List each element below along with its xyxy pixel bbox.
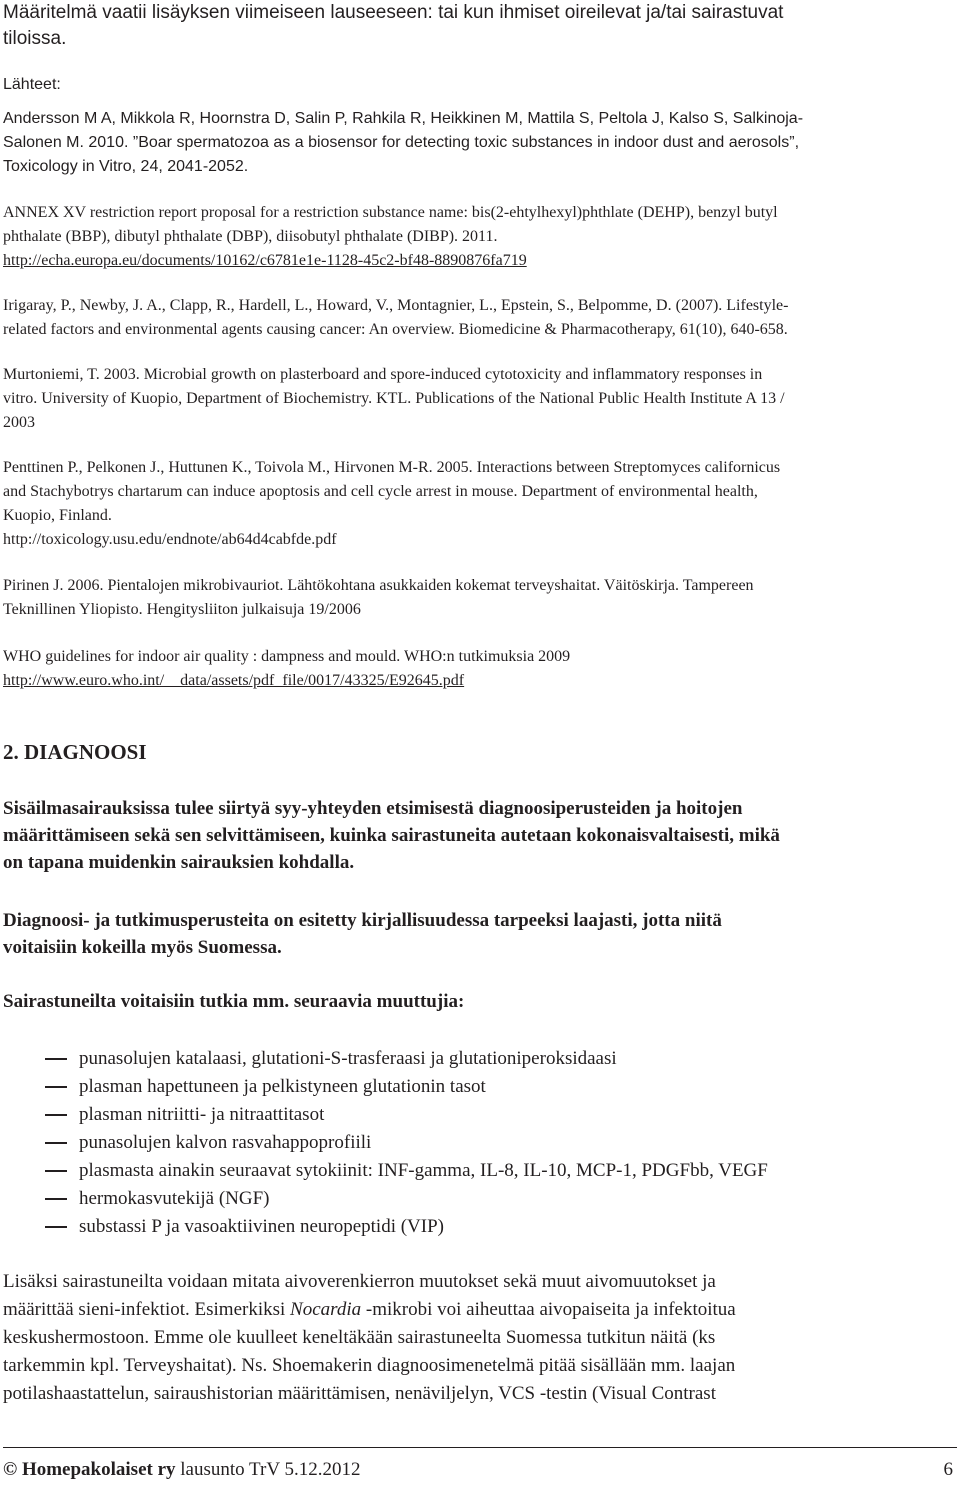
reference-line: WHO guidelines for indoor air quality : dampness and mould. WHO:n tutkimuksia 2009 bbox=[3, 648, 571, 665]
bold-paragraph-3: Sairastuneilta voitaisiin tutkia mm. seuraavia muuttujia: bbox=[3, 991, 465, 1012]
reference-who bbox=[3, 645, 955, 693]
list-item bbox=[45, 1213, 945, 1241]
bold-paragraph-2 bbox=[3, 907, 955, 961]
intro-line: Määritelmä vaatii lisäyksen viimeiseen lauseeseen: tai kun ihmiset oireilevat ja/tai sairastuvat bbox=[3, 2, 784, 23]
list-item-text: plasman nitriitti- ja nitraattitasot bbox=[79, 1104, 325, 1125]
italic-term: Nocardia bbox=[290, 1299, 362, 1320]
reference-annex bbox=[3, 201, 955, 273]
dash-bullet-icon bbox=[45, 1114, 67, 1116]
dash-bullet-icon bbox=[45, 1086, 67, 1088]
reference-line: and Stachybotrys chartarum can induce apoptosis and cell cycle arrest in mouse. Department of environmental health, bbox=[3, 483, 758, 500]
list-item-text: hermokasvutekijä (NGF) bbox=[79, 1188, 270, 1209]
reference-line: Penttinen P., Pelkonen J., Huttunen K., Toivola M., Hirvonen M-R. 2005. Interactions between Streptomyces californicus bbox=[3, 459, 781, 476]
list-item bbox=[45, 1045, 945, 1073]
reference-line: phthalate (BBP), dibutyl phthalate (DBP), diisobutyl phthalate (DIBP). 2011. bbox=[3, 228, 498, 245]
paragraph-line: tarkemmin kpl. Terveyshaitat). Ns. Shoemakerin diagnoosimenetelmä pitää sisällään mm. laajan bbox=[3, 1355, 736, 1376]
reference-line: ANNEX XV restriction report proposal for a restriction substance name: bis(2-ehtylhexyl)phthlate (DEHP), benzyl butyl bbox=[3, 204, 778, 221]
list-item-text: punasolujen katalaasi, glutationi-S-trasferaasi ja glutationiperoksidaasi bbox=[79, 1048, 617, 1069]
reference-line: Teknillinen Yliopisto. Hengitysliiton julkaisuja 19/2006 bbox=[3, 601, 361, 618]
body-paragraph bbox=[3, 1268, 955, 1408]
intro-line: tiloissa. bbox=[3, 28, 67, 49]
list-item bbox=[45, 1157, 945, 1185]
list-item bbox=[45, 1073, 945, 1101]
list-item-text: plasman hapettuneen ja pelkistyneen glutationin tasot bbox=[79, 1076, 486, 1097]
reference-pirinen bbox=[3, 574, 955, 622]
reference-line: Irigaray, P., Newby, J. A., Clapp, R., Hardell, L., Howard, V., Montagnier, L., Epstein, S., Belpomme, D. (2007). Lifestyle- bbox=[3, 297, 789, 314]
reference-line: Toxicology in Vitro, 24, 2041-2052. bbox=[3, 158, 249, 175]
dash-bullet-icon bbox=[45, 1058, 67, 1060]
reference-link[interactable]: http://www.euro.who.int/__data/assets/pdf_file/0017/43325/E92645.pdf bbox=[3, 672, 465, 689]
paragraph-line: on tapana muidenkin sairauksien kohdalla. bbox=[3, 852, 355, 873]
page-footer bbox=[3, 1457, 957, 1483]
footer-document: lausunto TrV 5.12.2012 bbox=[175, 1459, 361, 1480]
reference-link[interactable]: http://toxicology.usu.edu/endnote/ab64d4cabfde.pdf bbox=[3, 531, 337, 548]
reference-link[interactable]: http://echa.europa.eu/documents/10162/c6781e1e-1128-45c2-bf48-8890876fa719 bbox=[3, 252, 527, 269]
section-heading: 2. DIAGNOOSI bbox=[3, 740, 147, 764]
paragraph-text: -mikrobi voi aiheuttaa aivopaiseita ja infektoitua bbox=[361, 1299, 736, 1320]
paragraph-line: keskushermostoon. Emme ole kuulleet keneltäkään sairastuneelta Suomessa tutkitun näitä (ks bbox=[3, 1327, 716, 1348]
paragraph-line: Diagnoosi- ja tutkimusperusteita on esitetty kirjallisuudessa tarpeeksi laajasti, jotta niitä bbox=[3, 910, 722, 931]
reference-line: Pirinen J. 2006. Pientalojen mikrobivauriot. Lähtökohtana asukkaiden kokemat terveyshaitat. Väitöskirja. Tampereen bbox=[3, 577, 754, 594]
reference-line: Salonen M. 2010. ”Boar spermatozoa as a biosensor for detecting toxic substances in indoor dust and aerosols”, bbox=[3, 134, 800, 151]
paragraph-line: Sisäilmasairauksissa tulee siirtyä syy-yhteyden etsimisestä diagnoosiperusteiden ja hoitojen bbox=[3, 798, 743, 819]
paragraph-line: voitaisiin kokeilla myös Suomessa. bbox=[3, 937, 282, 958]
dash-bullet-icon bbox=[45, 1142, 67, 1144]
dash-bullet-icon bbox=[45, 1170, 67, 1172]
reference-penttinen bbox=[3, 456, 955, 552]
footer-left bbox=[3, 1457, 360, 1483]
page-number: 6 bbox=[943, 1459, 953, 1480]
paragraph-line: Lisäksi sairastuneilta voidaan mitata aivoverenkierron muutokset sekä muut aivomuutokset ja bbox=[3, 1271, 716, 1292]
list-item-text: punasolujen kalvon rasvahappoprofiili bbox=[79, 1132, 372, 1153]
dash-bullet-icon bbox=[45, 1226, 67, 1228]
reference-line: Murtoniemi, T. 2003. Microbial growth on plasterboard and spore-induced cytotoxicity and inflammatory responses in bbox=[3, 366, 763, 383]
dash-bullet-icon bbox=[45, 1198, 67, 1200]
footer-divider bbox=[3, 1447, 957, 1448]
reference-line: related factors and environmental agents causing cancer: An overview. Biomedicine & Pharmacotherapy, 61(10), 640-658. bbox=[3, 321, 788, 338]
reference-andersson bbox=[3, 107, 955, 179]
paragraph-text: määrittää sieni-infektiot. Esimerkiksi bbox=[3, 1299, 291, 1320]
reference-irigaray bbox=[3, 294, 955, 342]
paragraph-line: määrittämiseen sekä sen selvittämiseen, kuinka sairastuneita autetaan kokonaisvaltaisesti, mikä bbox=[3, 825, 780, 846]
list-item bbox=[45, 1101, 945, 1129]
reference-line: 2003 bbox=[3, 414, 35, 431]
reference-murtoniemi bbox=[3, 363, 955, 435]
paragraph-line: potilashaastattelun, sairaushistorian määrittämisen, nenäviljelyn, VCS -testin (Visual Contrast bbox=[3, 1383, 716, 1404]
reference-line: vitro. University of Kuopio, Department of Biochemistry. KTL. Publications of the National Public Health Institute A 13 / bbox=[3, 390, 785, 407]
reference-line: Andersson M A, Mikkola R, Hoornstra D, Salin P, Rahkila R, Heikkinen M, Mattila S, Peltola J, Kalso S, Salkinoja- bbox=[3, 110, 804, 127]
list-item-text: plasmasta ainakin seuraavat sytokiinit: INF-gamma, IL-8, IL-10, MCP-1, PDGFbb, VEGF bbox=[79, 1160, 768, 1181]
list-item bbox=[45, 1185, 945, 1213]
bold-paragraph-1 bbox=[3, 795, 955, 876]
intro-paragraph bbox=[3, 0, 955, 52]
sources-heading: Lähteet: bbox=[3, 76, 61, 93]
list-item bbox=[45, 1129, 945, 1157]
footer-organization: © Homepakolaiset ry bbox=[3, 1459, 176, 1480]
paragraph-line bbox=[3, 1296, 955, 1324]
variables-list bbox=[45, 1045, 945, 1241]
reference-line: Kuopio, Finland. bbox=[3, 507, 112, 524]
list-item-text: substassi P ja vasoaktiivinen neuropeptidi (VIP) bbox=[79, 1216, 444, 1237]
